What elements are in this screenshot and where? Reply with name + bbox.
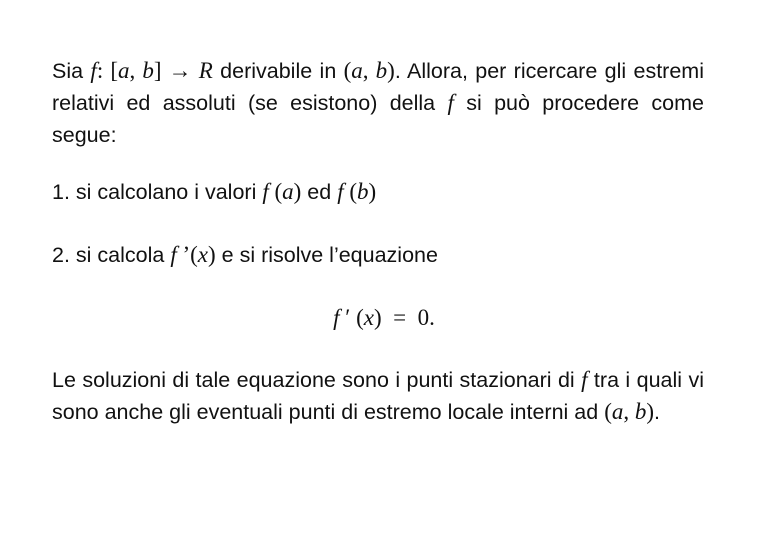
math-f: f <box>170 242 177 267</box>
math-open-paren: ( <box>268 179 283 204</box>
conclusion-text-1: Le soluzioni di tale equazione sono i punti stazionari di <box>52 368 582 392</box>
step-2 <box>52 239 704 271</box>
math-colon-bracket: : [ <box>96 58 118 83</box>
math-R: R <box>198 58 213 83</box>
math-b: b <box>142 58 154 83</box>
step-2-text-2: e si risolve l’equazione <box>215 243 438 267</box>
math-f: f <box>447 90 454 115</box>
step-1-conjunction: ed <box>301 180 338 204</box>
math-f: f <box>337 179 344 204</box>
math-equals-zero: ) = 0. <box>373 305 435 330</box>
math-open-paren: ( <box>604 399 612 424</box>
math-x: x <box>197 242 208 267</box>
math-close-paren: ) <box>646 399 655 424</box>
conclusion-paragraph <box>52 364 704 428</box>
math-open-paren: ( <box>343 179 357 204</box>
math-f: f <box>262 179 269 204</box>
math-a: a <box>117 58 130 83</box>
math-b: b <box>357 179 369 204</box>
math-close-paren: ) <box>368 179 377 204</box>
math-close-paren: ) <box>208 242 216 267</box>
math-x: x <box>363 305 374 330</box>
math-comma: , <box>129 58 143 83</box>
math-open-paren: ( <box>343 58 352 83</box>
math-f: f <box>333 305 340 330</box>
math-prime-open-paren: ’( <box>176 242 198 267</box>
math-close-paren: ) <box>293 179 302 204</box>
step-1 <box>52 176 704 208</box>
equation <box>0 301 768 334</box>
step-1-text: 1. si calcolano i valori <box>52 180 263 204</box>
math-prime-open-paren: ′ ( <box>339 305 364 330</box>
math-a: a <box>351 58 363 83</box>
intro-text-4: si può procedere come segue: <box>52 91 704 147</box>
math-b: b <box>375 58 388 83</box>
math-comma: , <box>362 58 376 83</box>
intro-text-3: . Allora, per ricercare gli estremi relativi ed assoluti (se esistono) della <box>52 59 704 115</box>
math-close-paren: ) <box>387 58 395 83</box>
math-f: f <box>90 58 97 83</box>
conclusion-period: . <box>654 400 661 424</box>
intro-text-1: Sia <box>52 59 91 83</box>
step-2-text: 2. si calcola <box>52 243 171 267</box>
math-f: f <box>581 367 588 392</box>
intro-paragraph <box>52 55 704 151</box>
intro-text-2: derivabile in <box>212 59 344 83</box>
math-a: a <box>611 399 624 424</box>
math-b: b <box>634 399 647 424</box>
math-comma: , <box>623 399 635 424</box>
math-a: a <box>282 179 294 204</box>
conclusion-text-2: tra i quali vi sono anche gli eventuali punti di estremo locale interni ad <box>52 368 704 424</box>
math-arrow: ] → <box>153 58 199 83</box>
